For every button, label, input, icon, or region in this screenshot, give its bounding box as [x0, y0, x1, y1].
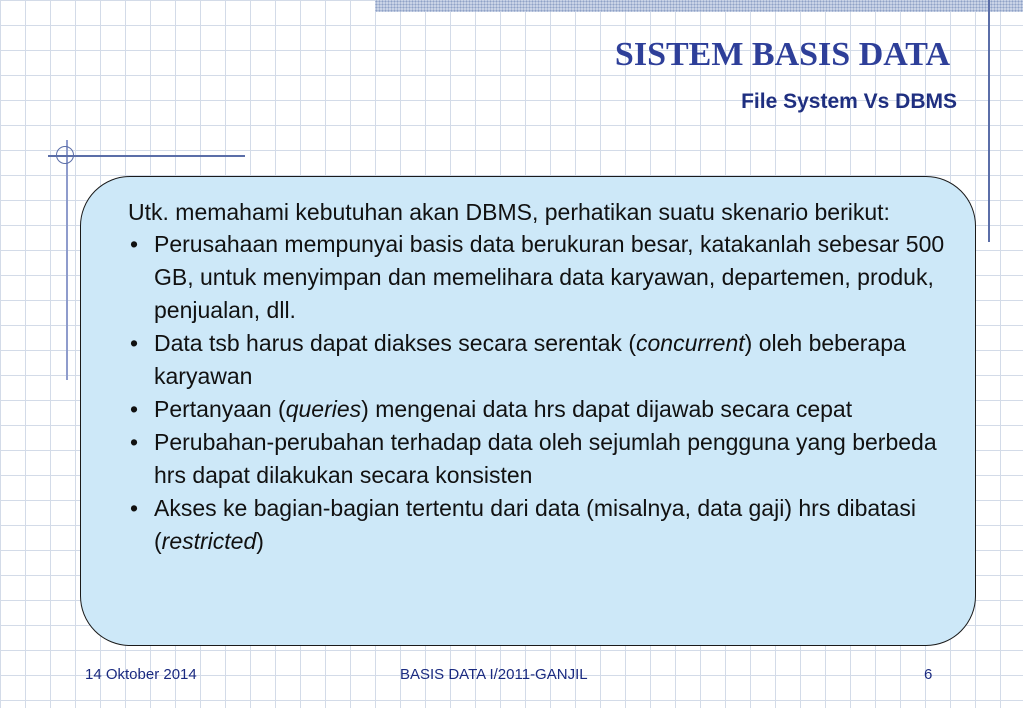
bullet-item: • Pertanyaan (queries) mengenai data hrs dapat dijawab secara cepat [128, 393, 949, 426]
footer-course-name: BASIS DATA I/2011-GANJIL [400, 666, 588, 683]
bullet-item: • Data tsb harus dapat diakses secara serentak (concurrent) oleh beberapa karyawan [128, 327, 949, 393]
slide-title: SISTEM BASIS DATA [614, 36, 950, 73]
decorative-top-band [375, 0, 1023, 12]
slide-subtitle: File System Vs DBMS [741, 90, 957, 113]
bullet-item: • Akses ke bagian-bagian tertentu dari data (misalnya, data gaji) hrs dibatasi (restricted) [128, 492, 949, 558]
crosshair-circle-icon [56, 146, 74, 164]
bullet-item: • Perubahan-perubahan terhadap data oleh sejumlah pengguna yang berbeda hrs dapat dilakukan secara konsisten [128, 426, 949, 492]
decorative-vertical-line-right [988, 0, 990, 242]
intro-text: Utk. memahami kebutuhan akan DBMS, perhatikan suatu skenario berikut: [128, 199, 890, 225]
bullet-list [128, 228, 949, 558]
footer-date: 14 Oktober 2014 [85, 666, 197, 683]
decorative-horizontal-rule [48, 155, 245, 157]
decorative-vertical-line-left [66, 140, 68, 380]
content-box [80, 176, 976, 646]
bullet-item: • Perusahaan mempunyai basis data berukuran besar, katakanlah sebesar 500 GB, untuk menyimpan dan memelihara data karyawan, departemen, produk, penjualan, dll. [128, 228, 949, 327]
footer-page-number: 6 [924, 666, 933, 683]
